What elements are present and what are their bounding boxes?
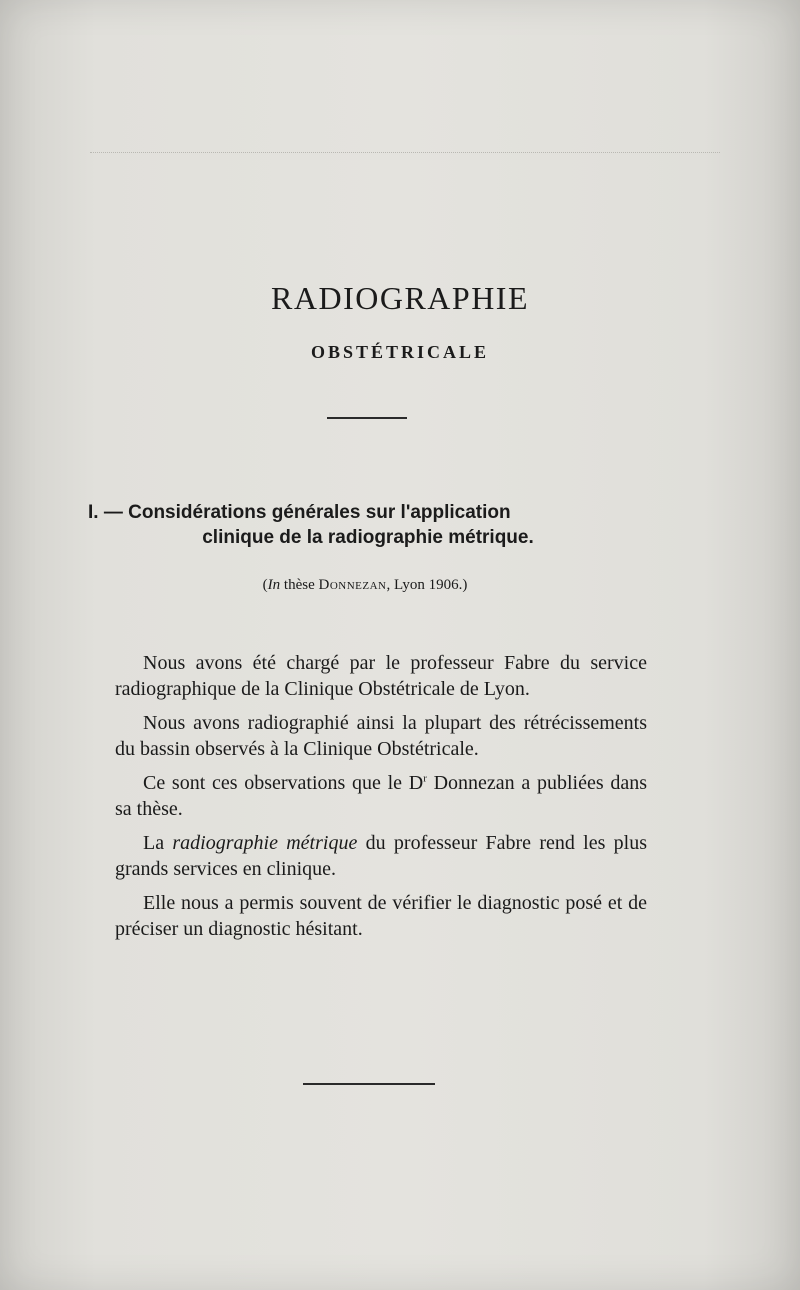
- paragraph-4-emphasis: radiographie métrique: [172, 832, 358, 854]
- paragraph-4: [115, 830, 647, 882]
- paragraph-3-superscript: r: [423, 772, 427, 785]
- paragraph-5: Elle nous a permis souvent de vérifier le diagnostic posé et de préciser un diagnostic hésitant.: [115, 892, 647, 940]
- section-heading-line2: clinique de la radiographie métrique.: [202, 527, 534, 548]
- title-divider: [327, 417, 407, 419]
- body-text: [115, 650, 647, 950]
- citation-mid: thèse: [280, 577, 319, 593]
- section-heading-line1: I. — Considérations générales sur l'application: [88, 502, 511, 523]
- citation-end: , Lyon 1906.): [386, 577, 468, 593]
- end-divider: [303, 1083, 435, 1085]
- paragraph-3-start: Ce sont ces observations que le D: [143, 772, 424, 794]
- citation-author: Donnezan: [318, 577, 387, 593]
- citation-open: (: [262, 577, 268, 593]
- paragraph-2: Nous avons radiographié ainsi la plupart des rétrécissements du bassin observés à la Clinique Obstétricale.: [115, 712, 647, 760]
- paragraph-3-end: Donnezan a publiées dans sa thèse.: [115, 772, 647, 820]
- paragraph-4-start: La: [143, 832, 173, 854]
- paragraph-3: [115, 770, 647, 822]
- page-subtitle: OBSTÉTRICALE: [310, 342, 490, 362]
- citation-in: In: [267, 577, 281, 593]
- citation: [0, 577, 730, 594]
- page-title: RADIOGRAPHIE: [271, 280, 529, 316]
- paragraph-1: Nous avons été chargé par le professeur Fabre du service radiographique de la Clinique Obstétricale de Lyon.: [115, 652, 647, 700]
- section-heading: [88, 500, 648, 550]
- paragraph-4-end: du professeur Fabre rend les plus grands services en clinique.: [115, 832, 648, 880]
- header-dotted-rule: [90, 152, 720, 153]
